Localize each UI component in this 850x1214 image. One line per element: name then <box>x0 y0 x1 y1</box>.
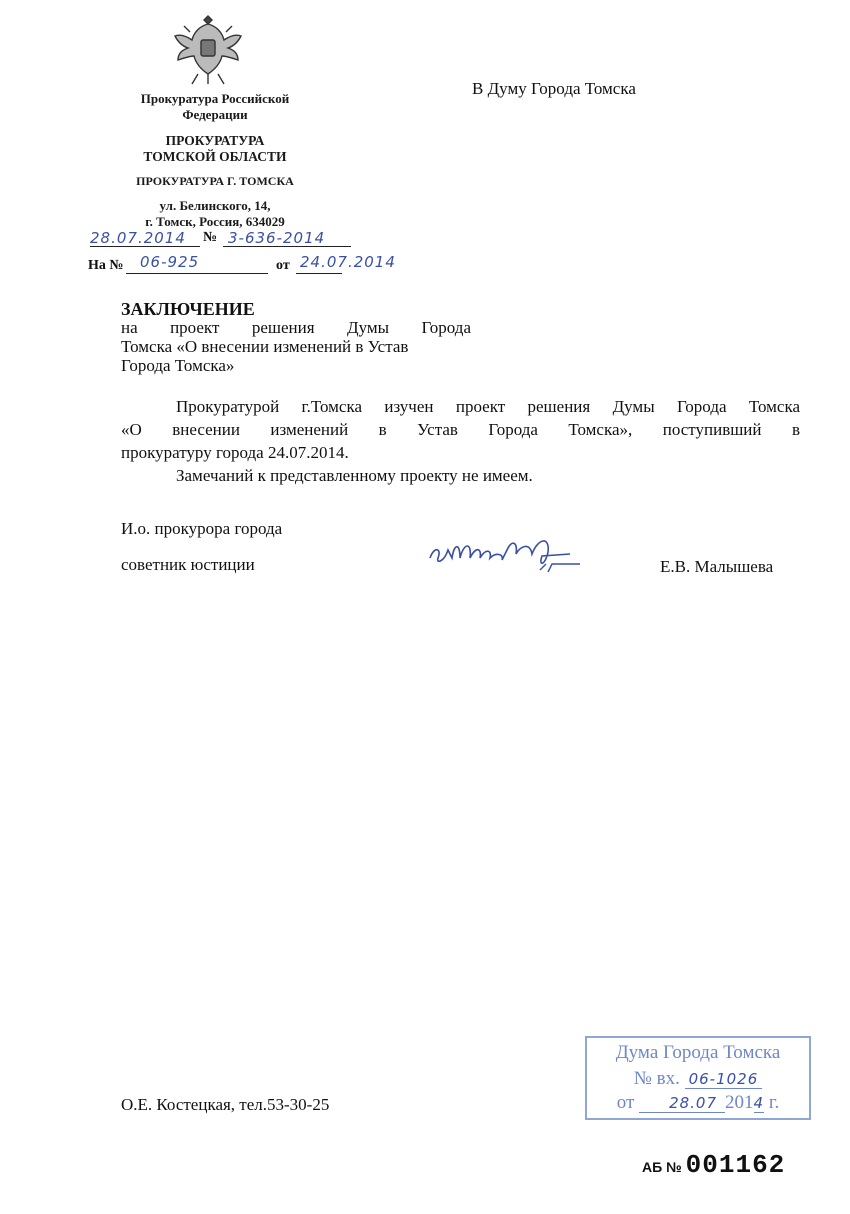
city-office: ПРОКУРАТУРА Г. ТОМСКА <box>136 174 294 188</box>
reply-label: На № <box>88 258 124 273</box>
signatory-rank: советник юстиции <box>121 555 255 574</box>
body-paragraph-1-line-2: «О внесении изменений в Устав Города Томска», поступивший в <box>121 420 800 439</box>
serial-prefix: АБ № <box>642 1159 682 1175</box>
body-paragraph-2: Замечаний к представленному проекту не имеем. <box>176 466 533 485</box>
org-line-1: Прокуратура Российской <box>140 91 290 106</box>
org-line-2: Федерации <box>182 107 248 122</box>
stamp-in-label: № вх. <box>633 1068 680 1089</box>
stamp-from-label: от <box>616 1092 635 1113</box>
subject-line-1: на проект решения Думы Города <box>121 318 471 337</box>
serial-number <box>642 1150 785 1180</box>
body-paragraph-1-line-1: Прокуратурой г.Томска изучен проект решения Думы Города Томска <box>176 397 800 416</box>
coat-of-arms-icon <box>172 12 244 88</box>
address-line-1: ул. Белинского, 14, <box>159 198 271 213</box>
document-heading: ЗАКЛЮЧЕНИЕ <box>121 299 255 319</box>
executor-contact: О.Е. Костецкая, тел.53-30-25 <box>121 1095 330 1114</box>
stamp-year-prefix: 201 <box>725 1092 754 1113</box>
subject-line-2: Томска «О внесении изменений в Устав <box>121 337 409 356</box>
subject-line-3: Города Томска» <box>121 356 235 375</box>
signatory-name: Е.В. Малышева <box>660 557 774 576</box>
recipient: В Думу Города Томска <box>472 79 636 98</box>
serial-value: 001162 <box>685 1150 786 1180</box>
reply-number: 06-925 <box>140 253 200 271</box>
number-sign: № <box>203 230 218 245</box>
stamp-org: Дума Города Томска <box>615 1042 781 1063</box>
outgoing-number: 3-636-2014 <box>228 229 326 247</box>
address-line-2: г. Томск, Россия, 634029 <box>145 214 285 229</box>
from-label: от <box>276 258 290 273</box>
signatory-position: И.о. прокурора города <box>121 519 283 538</box>
body-paragraph-1-line-3: прокуратуру города 24.07.2014. <box>121 443 349 462</box>
stamp-year-end: г. <box>768 1092 780 1113</box>
stamp-year-suffix: 4 <box>753 1094 765 1112</box>
handwritten-signature <box>420 528 590 578</box>
stamp-date: 28.07 <box>639 1094 725 1113</box>
incoming-stamp <box>585 1036 811 1120</box>
reply-date: 24.07.2014 <box>300 253 396 271</box>
stamp-in-number: 06-1026 <box>685 1070 763 1089</box>
outgoing-date: 28.07.2014 <box>90 229 186 247</box>
regional-office-line-2: ТОМСКОЙ ОБЛАСТИ <box>143 149 287 164</box>
regional-office-line-1: ПРОКУРАТУРА <box>165 133 265 148</box>
